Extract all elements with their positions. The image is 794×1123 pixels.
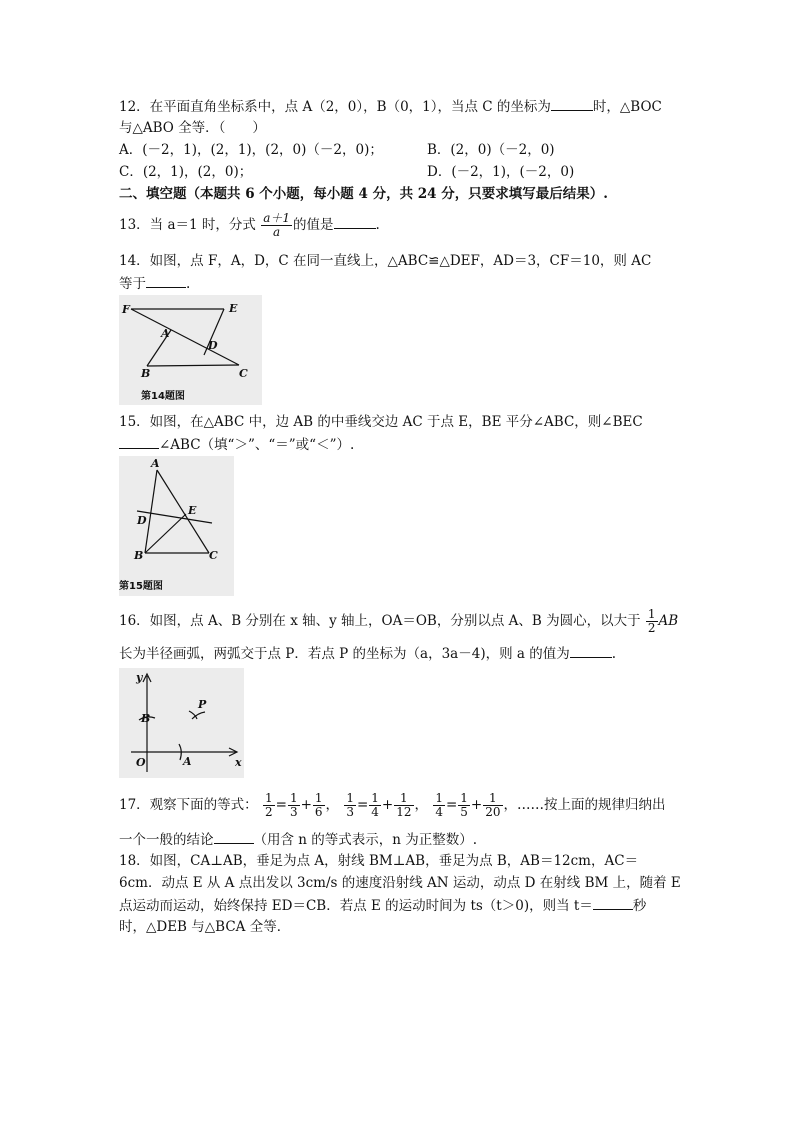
label-A: A bbox=[183, 755, 192, 768]
q17-text-post: ，……按上面的规律归纳出 bbox=[503, 797, 666, 813]
eq3-c-num: 1 bbox=[483, 792, 502, 806]
label-x: x bbox=[235, 756, 242, 769]
q16-diagram bbox=[119, 668, 244, 778]
q16-frac-num: 1 bbox=[647, 607, 656, 621]
segment-BC bbox=[147, 365, 239, 366]
label-O: O bbox=[136, 756, 146, 769]
eq3-c-den: 20 bbox=[485, 805, 501, 819]
q17-text2: 一个一般的结论 bbox=[119, 832, 214, 848]
eq2-frac-b bbox=[369, 792, 381, 819]
q16-period: . bbox=[611, 646, 617, 662]
q12-option-b: B．(2，0)（－2，0) bbox=[427, 142, 555, 158]
q14-figure bbox=[119, 295, 262, 405]
q18-line1: 18．如图，CA⊥AB，垂足为点 A，射线 BM⊥AB，垂足为点 B，AB＝12cm，AC＝ bbox=[119, 853, 639, 869]
eq2-c-den: 12 bbox=[396, 805, 412, 819]
q12-option-a: A．(－2，1)，(2，1)，(2，0)（－2，0)； bbox=[119, 142, 383, 158]
segment-FC bbox=[131, 309, 239, 365]
q17-line2 bbox=[119, 829, 477, 850]
q18-text3: 点运动而运动，始终保持 ED＝CB．若点 E 的运动时间为 ts（t＞0)，则当 t＝ bbox=[119, 898, 593, 914]
eq3-a-num: 1 bbox=[435, 791, 443, 805]
eq3-b-den: 5 bbox=[460, 805, 468, 819]
q18-line4: 时，△DEB 与△BCA 全等． bbox=[119, 919, 291, 935]
q12-option-d: D．(－2，1)，(－2，0) bbox=[427, 164, 575, 180]
label-B: B bbox=[141, 367, 151, 380]
q14-line2 bbox=[119, 273, 190, 294]
q15-answer-blank[interactable] bbox=[119, 434, 159, 449]
q13-answer-blank[interactable] bbox=[334, 214, 376, 229]
perpendicular-bisector bbox=[137, 511, 212, 523]
q12-text: 12．在平面直角坐标系中，点 A（2，0），B（0，1），当点 C 的坐标为 bbox=[119, 99, 551, 115]
q14-caption: 第14题图 bbox=[141, 391, 185, 402]
label-C: C bbox=[239, 367, 248, 380]
q17-answer-blank[interactable] bbox=[214, 829, 254, 844]
q13-frac-num: a＋1 bbox=[263, 211, 290, 225]
label-D: D bbox=[208, 339, 218, 352]
eq1-frac-c bbox=[313, 792, 325, 819]
q12-line1 bbox=[119, 96, 662, 117]
q14-diagram bbox=[119, 295, 262, 405]
label-A: A bbox=[161, 327, 170, 340]
q15-caption: 第15题图 bbox=[119, 581, 163, 592]
segment-AB bbox=[145, 470, 157, 553]
eq3-frac-b bbox=[458, 792, 470, 819]
eq2-frac-a bbox=[344, 792, 356, 819]
label-B: B bbox=[134, 549, 144, 562]
q12-option-c: C．(2，1)，(2，0)； bbox=[119, 164, 253, 180]
q17-text2-end: （用含 n 的等式表示，n 为正整数）. bbox=[253, 832, 478, 848]
q16-figure bbox=[119, 668, 244, 778]
eq2-b-den: 4 bbox=[371, 805, 379, 819]
eq1-a-num: 1 bbox=[264, 791, 273, 805]
q14-period: . bbox=[186, 276, 191, 292]
eq1-c-num: 1 bbox=[314, 791, 323, 805]
q16-fraction bbox=[646, 608, 658, 635]
q17-line1: 17．观察下面的等式： $\frac{1}{2}$ = $\frac{1}{3}$ + $\frac{1}{6}$ ， $\frac{1}{3}$ = $\frac{1}{4}$ + $\frac{1}{12}$ ， $\frac{1}{4}$ = $\frac{1}{5}$ + $\frac{1}{20}$ ，……按上面的规律归纳出 bbox=[119, 791, 666, 819]
label-D: D bbox=[137, 514, 147, 527]
q12-text-end: 时，△BOC bbox=[592, 99, 662, 115]
q16-text2: 长为半径画弧，两弧交于点 P．若点 P 的坐标为（a，3a－4)，则 a 的值为 bbox=[119, 646, 570, 662]
q15-diagram bbox=[119, 456, 234, 596]
eq3-frac-c bbox=[483, 792, 502, 819]
eq1-a-den: 2 bbox=[264, 805, 273, 819]
q16-text: 16．如图，点 A、B 分别在 x 轴、y 轴上，OA＝OB，分别以点 A、B 为圆心，以大于 bbox=[119, 613, 641, 629]
eq2-c-num: 1 bbox=[394, 792, 413, 806]
label-P: P bbox=[198, 698, 207, 711]
q18-answer-blank[interactable] bbox=[593, 895, 633, 910]
eq2-a-den: 3 bbox=[346, 805, 354, 819]
q16-line1 bbox=[119, 606, 678, 636]
q12-line2: 与△ABO 全等．（ ） bbox=[119, 120, 266, 136]
segment-BE bbox=[145, 514, 186, 553]
q13-line bbox=[119, 210, 380, 240]
eq1-frac-b bbox=[288, 792, 300, 819]
q15-line1: 15．如图，在△ABC 中，边 AB 的中垂线交边 AC 于点 E，BE 平分∠ABC，则∠BEC bbox=[119, 414, 643, 430]
q13-period: . bbox=[375, 217, 380, 233]
q17-text: 17．观察下面的等式： bbox=[119, 797, 258, 813]
q13-frac-den: a bbox=[273, 225, 281, 239]
q18-line2: 6cm．动点 E 从 A 点出发以 3cm/s 的速度沿射线 AN 运动，动点 D 在射线 BM 上，随着 E bbox=[119, 875, 681, 891]
eq3-b-num: 1 bbox=[460, 791, 468, 805]
eq3-a-den: 4 bbox=[435, 805, 443, 819]
eq1-b-den: 3 bbox=[289, 805, 298, 819]
label-A: A bbox=[151, 457, 160, 470]
q16-answer-blank[interactable] bbox=[570, 643, 612, 658]
q12-answer-blank[interactable] bbox=[551, 96, 593, 111]
eq2-b-num: 1 bbox=[371, 791, 379, 805]
q14-text: 等于 bbox=[119, 276, 146, 292]
q14-line1: 14．如图，点 F，A，D，C 在同一直线上，△ABC≌△DEF，AD＝3，CF＝10，则 AC bbox=[119, 253, 652, 269]
q15-line2 bbox=[119, 434, 354, 455]
label-E: E bbox=[229, 302, 238, 315]
label-C: C bbox=[209, 549, 218, 562]
eq1-b-num: 1 bbox=[289, 791, 298, 805]
q16-line2 bbox=[119, 643, 616, 664]
q16-frac-after: AB bbox=[658, 613, 679, 629]
label-F: F bbox=[122, 303, 130, 316]
q15-text: ∠ABC（填“＞”、“＝”或“＜”）. bbox=[159, 437, 355, 453]
q13-text-post: 的值是 bbox=[293, 217, 334, 233]
segment-AC bbox=[157, 470, 209, 553]
q13-fraction bbox=[261, 212, 292, 239]
q15-figure bbox=[119, 456, 234, 596]
q16-frac-den: 2 bbox=[647, 621, 656, 635]
eq1-frac-a bbox=[263, 792, 275, 819]
q18-text3-end: 秒 bbox=[632, 898, 647, 914]
eq1-c-den: 6 bbox=[314, 805, 323, 819]
q13-text: 13．当 a＝1 时，分式 bbox=[119, 217, 256, 233]
eq2-a-num: 1 bbox=[346, 791, 354, 805]
q18-line3 bbox=[119, 895, 646, 916]
section-heading: 二、填空题（本题共 6 个小题，每小题 4 分，共 24 分，只要求填写最后结果）. bbox=[119, 186, 608, 202]
eq2-frac-c bbox=[394, 792, 413, 819]
label-B: B bbox=[141, 712, 151, 725]
label-E: E bbox=[188, 504, 197, 517]
label-y: y bbox=[136, 671, 143, 684]
q14-answer-blank[interactable] bbox=[146, 273, 186, 288]
arc-p2 bbox=[192, 712, 205, 719]
eq3-frac-a bbox=[433, 792, 445, 819]
